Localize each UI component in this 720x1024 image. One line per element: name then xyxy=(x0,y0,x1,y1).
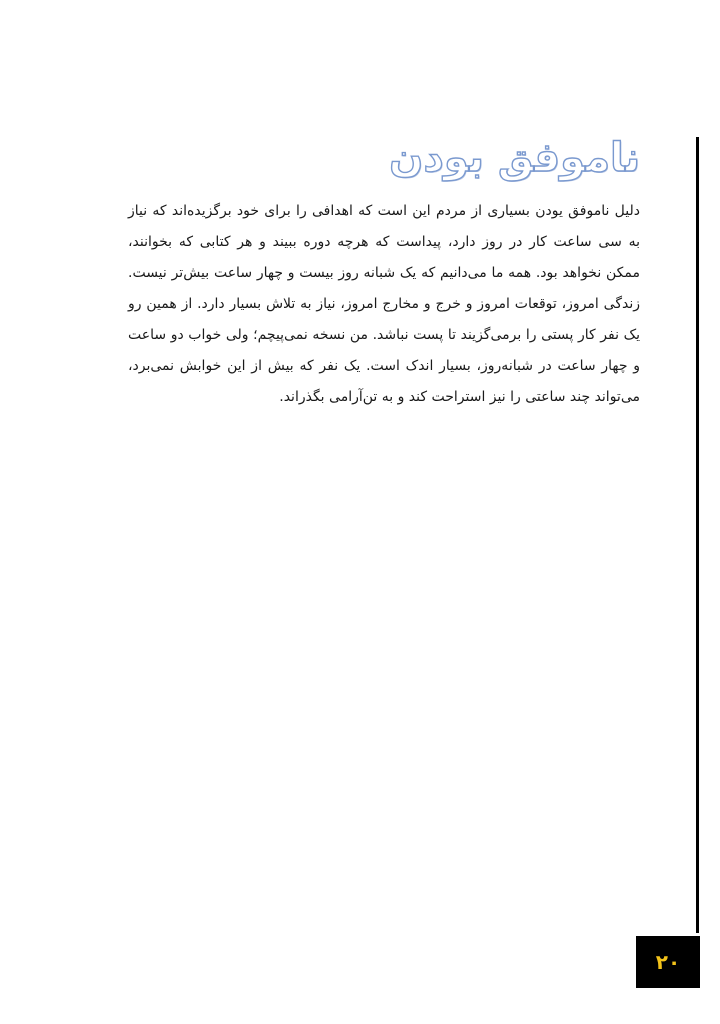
margin-rule xyxy=(696,137,699,933)
page-number-box xyxy=(636,936,700,988)
chapter-title: ناموفق بودن xyxy=(389,135,640,181)
body-paragraph: دلیل ناموفق یودن بسیاری از مردم این است که اهدافی را برای خود برگزیده‌اند که نیاز به سی ساعت کار در روز دارد، پیداست که هرچه دوره ببیند و هر کتابی که بخوانند، ممکن نخواهد بود. همه ما می‌دانیم که یک شبانه روز بیست و چهار ساعت بیش‌تر نیست. زندگی امروز، توقعات امروز و خرج و مخارج امروز، نیاز به تلاش بسیار دارد. از همین رو یک نفر کار پستی را برمی‌گزیند تا پست نباشد. من نسخه نمی‌پیچم؛ ولی خواب دو ساعت و چهار ساعت در شبانه‌روز، بسیار اندک است. یک نفر که بیش از این خوابش نمی‌برد، می‌تواند چند ساعتی را نیز استراحت کند و به تن‌آرامی بگذراند. xyxy=(128,203,640,405)
page-number: ۲۰ xyxy=(655,950,681,974)
